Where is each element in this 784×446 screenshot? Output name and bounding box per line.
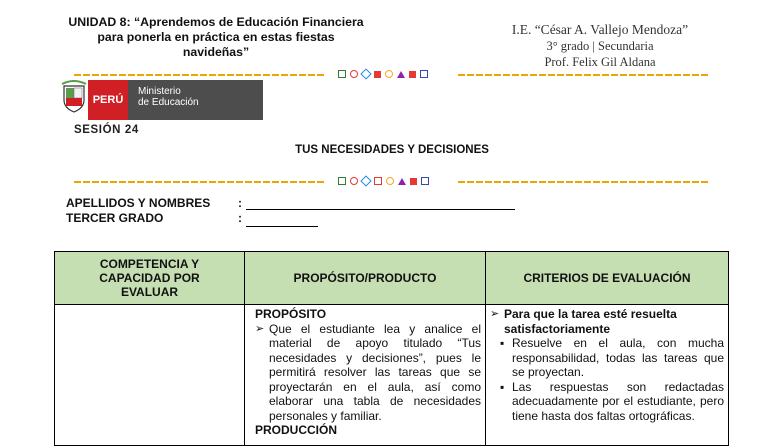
competencia-cell	[55, 305, 245, 446]
session-number: SESIÓN 24	[74, 124, 139, 136]
square-icon	[420, 70, 428, 78]
ministry-line-1: Ministerio	[138, 86, 181, 97]
circle-icon	[385, 70, 393, 78]
purpose-text: Que el estudiante lea y analice el material de apoyo titulado “Tus necesidades y decisiones”, pues le permitirá resolver las tareas que se proyectarán en el aula, así como elaborar una tabla de necesidades personales y familiar.	[269, 321, 481, 423]
name-colon: :	[238, 196, 242, 210]
circle-icon	[350, 70, 358, 78]
list-item	[490, 380, 724, 424]
decorative-line-right-2	[458, 181, 710, 183]
ministry-line-2: de Educación	[138, 97, 199, 108]
header-criterios: CRITERIOS DE EVALUACIÓN	[486, 252, 729, 305]
triangle-icon	[398, 178, 406, 185]
circle-icon	[386, 177, 394, 185]
proposito-cell	[245, 305, 486, 446]
criteria-heading: Para que la tarea esté resuelta satisfactoriamente	[504, 307, 677, 336]
diamond-icon	[360, 68, 371, 79]
name-label: APELLIDOS Y NOMBRES	[66, 196, 211, 210]
ministry-logo	[60, 80, 263, 120]
peru-badge: PERÚ	[88, 80, 128, 120]
bullet-icon: ▪	[500, 336, 505, 350]
triangle-icon	[397, 71, 405, 78]
table-header-row	[55, 252, 729, 305]
criteria-bullet-2: Las respuestas son redactadas adecuadamente por el estudiante, pero tiene hasta dos faltas ortográficas.	[512, 379, 724, 423]
institution-info	[500, 22, 700, 70]
grade-field[interactable]	[246, 225, 318, 227]
decorative-shapes-2	[338, 177, 429, 185]
unit-title: UNIDAD 8: “Aprendemos de Educación Financiera para ponerla en práctica en estas fiestas navideñas”	[68, 15, 364, 59]
square-icon	[421, 177, 429, 185]
list-item	[255, 322, 481, 424]
table-row	[55, 305, 729, 446]
institution-name: I.E. “César A. Vallejo Mendoza”	[511, 22, 689, 37]
square-filled-icon	[409, 71, 416, 78]
criteria-bullet-1: Resuelve en el aula, con mucha responsabilidad, todas las tareas que se proyectan.	[512, 336, 724, 379]
evaluation-table	[54, 251, 729, 446]
session-title: TUS NECESIDADES Y DECISIONES	[295, 144, 489, 156]
arrow-bullet-icon: ➢	[490, 308, 500, 320]
grade-level: 3° grado | Secundaria	[546, 39, 654, 53]
list-item	[490, 307, 724, 336]
square-filled-icon	[374, 71, 381, 78]
purpose-heading: PROPÓSITO	[255, 307, 327, 321]
decorative-line-left-2	[74, 181, 324, 183]
ministry-label	[128, 80, 263, 120]
diamond-icon	[360, 175, 371, 186]
bullet-icon: ▪	[500, 379, 505, 394]
square-icon	[374, 177, 382, 185]
circle-icon	[350, 177, 358, 185]
list-item	[490, 336, 724, 380]
arrow-bullet-icon: ➢	[255, 322, 265, 335]
grade-label: TERCER GRADO	[66, 211, 164, 225]
square-filled-icon	[410, 178, 417, 185]
coat-of-arms-icon	[60, 80, 88, 114]
header-proposito: PROPÓSITO/PRODUCTO	[245, 252, 486, 305]
criterios-cell	[486, 305, 729, 446]
decorative-line-left	[74, 74, 324, 76]
name-field[interactable]	[246, 208, 515, 210]
decorative-shapes	[338, 70, 428, 78]
header-competencia: COMPETENCIA Y CAPACIDAD POR EVALUAR	[55, 252, 245, 305]
decorative-line-right	[458, 74, 710, 76]
production-heading: PRODUCCIÓN	[255, 423, 338, 437]
square-icon	[338, 70, 346, 78]
grade-colon: :	[238, 211, 242, 225]
square-icon	[338, 177, 346, 185]
teacher-name: Prof. Felix Gil Aldana	[544, 55, 656, 69]
